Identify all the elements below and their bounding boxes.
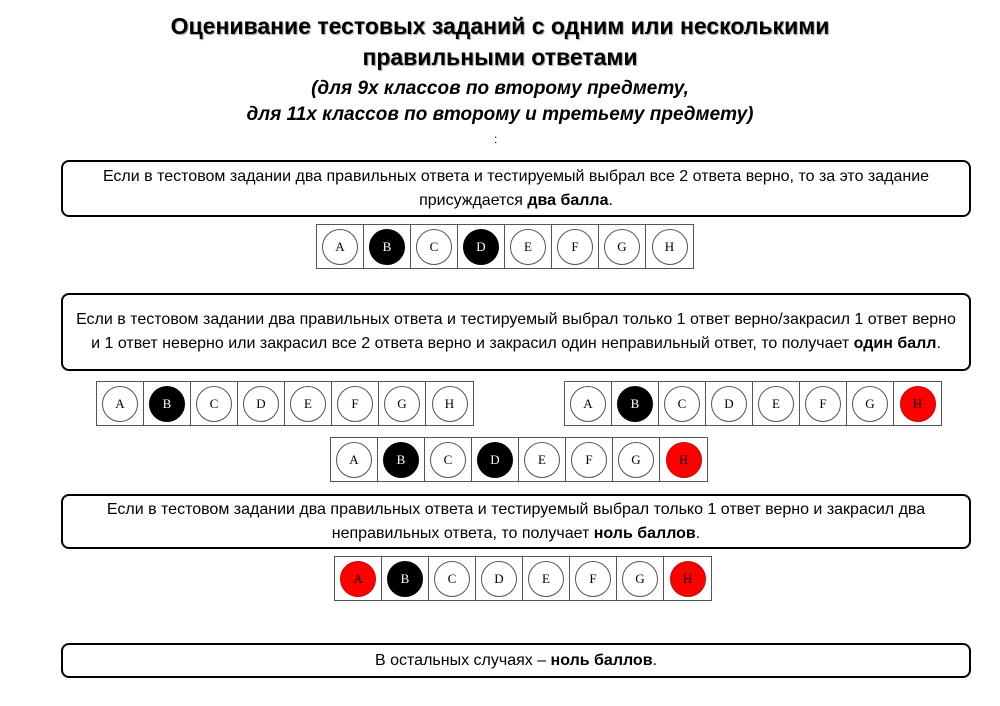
rule-tail: . [695,524,701,542]
answer-bubble-f-empty: F [575,561,611,597]
answer-bubble-c-empty: C [416,229,452,265]
rule-score: два балла [527,191,609,209]
answer-cell [476,557,523,600]
rule-text: В остальных случаях – [375,651,551,669]
answer-bubble-g-empty: G [384,386,420,422]
answer-cell [378,438,425,481]
answer-bubble-e-empty: E [528,561,564,597]
rule-tail: . [936,335,941,352]
answer-bubble-b-black: B [387,561,423,597]
answer-strip-two-correct [316,224,694,269]
answer-cell [646,225,693,268]
answer-bubble-c-empty: C [664,386,700,422]
answer-cell [566,438,613,481]
answer-bubble-b-black: B [383,442,419,478]
rule-text: Если в тестовом задании два правильных ответа и тестируемый выбрал все 2 ответа верно, то за это задание присуждается [102,167,930,209]
answer-bubble-h-red: H [670,561,706,597]
rule-score: один балл [853,335,937,352]
answer-bubble-c-empty: C [196,386,232,422]
answer-bubble-c-empty: C [430,442,466,478]
answer-strip-two-correct-one-wrong [330,437,708,482]
answer-cell [660,438,707,481]
page-subtitle-line1: (для 9х классов по второму предмету, [311,78,689,99]
rule-text: Если в тестовом задании два правильных ответа и тестируемый выбрал только 1 ответ верно/закрасил 1 ответ верно и 1 ответ неверно или закрасил все 2 ответа верно и закрасил один неправильный ответ, то получает [76,311,956,352]
answer-cell [335,557,382,600]
answer-bubble-h-red: H [666,442,702,478]
answer-bubble-g-empty: G [604,229,640,265]
answer-bubble-b-black: B [369,229,405,265]
answer-cell [800,382,847,425]
answer-bubble-e-empty: E [524,442,560,478]
answer-cell [612,382,659,425]
answer-cell [144,382,191,425]
answer-cell [847,382,894,425]
answer-bubble-a-red: A [340,561,376,597]
answer-bubble-d-black: D [477,442,513,478]
answer-bubble-e-empty: E [510,229,546,265]
answer-bubble-g-empty: G [622,561,658,597]
answer-bubble-b-black: B [617,386,653,422]
answer-cell [429,557,476,600]
page-title-line1: Оценивание тестовых заданий с одним или несколькими [170,13,830,39]
answer-cell [706,382,753,425]
answer-cell [382,557,429,600]
answer-cell [332,382,379,425]
answer-cell [599,225,646,268]
answer-strip-one-correct-one-wrong [564,381,942,426]
answer-cell [523,557,570,600]
answer-bubble-e-empty: E [290,386,326,422]
answer-bubble-f-empty: F [805,386,841,422]
rule-text: Если в тестовом задании два правильных ответа и тестируемый выбрал только 1 ответ верно и закрасил два неправильных ответа, то получает [106,500,926,542]
rule-two-points [61,160,971,217]
answer-bubble-h-empty: H [432,386,468,422]
answer-cell [519,438,566,481]
answer-bubble-a-empty: A [570,386,606,422]
answer-bubble-h-empty: H [652,229,688,265]
answer-bubble-a-empty: A [322,229,358,265]
answer-cell [505,225,552,268]
answer-bubble-d-empty: D [481,561,517,597]
answer-cell [426,382,473,425]
answer-cell [552,225,599,268]
rule-one-point [61,293,971,371]
page-subtitle-line2: для 11х классов по второму и третьему предмету) [246,104,754,125]
answer-cell [285,382,332,425]
answer-cell [570,557,617,600]
answer-bubble-b-black: B [149,386,185,422]
rule-tail: . [652,651,657,669]
rule-tail: . [608,191,613,209]
answer-cell [565,382,612,425]
answer-bubble-f-empty: F [337,386,373,422]
answer-bubble-a-empty: A [336,442,372,478]
rule-score: ноль баллов [550,651,653,669]
rule-zero-points [61,494,971,549]
page-title-line2: правильными ответами [362,44,638,70]
answer-cell [472,438,519,481]
rule-otherwise [61,643,971,678]
answer-cell [425,438,472,481]
answer-cell [664,557,711,600]
rule-score: ноль баллов [593,524,696,542]
answer-cell [458,225,505,268]
answer-cell [411,225,458,268]
separator-mark: : [494,132,498,146]
answer-cell [659,382,706,425]
answer-cell [613,438,660,481]
answer-bubble-d-black: D [463,229,499,265]
answer-bubble-f-empty: F [557,229,593,265]
answer-cell [364,225,411,268]
answer-cell [238,382,285,425]
answer-bubble-h-red: H [900,386,936,422]
answer-bubble-g-empty: G [852,386,888,422]
answer-bubble-a-empty: A [102,386,138,422]
answer-strip-one-correct [96,381,474,426]
answer-cell [617,557,664,600]
answer-cell [379,382,426,425]
answer-cell [753,382,800,425]
answer-cell [97,382,144,425]
answer-cell [317,225,364,268]
answer-bubble-f-empty: F [571,442,607,478]
answer-cell [191,382,238,425]
answer-cell [894,382,941,425]
answer-bubble-d-empty: D [711,386,747,422]
answer-strip-one-correct-two-wrong [334,556,712,601]
answer-cell [331,438,378,481]
answer-bubble-e-empty: E [758,386,794,422]
answer-bubble-d-empty: D [243,386,279,422]
answer-bubble-g-empty: G [618,442,654,478]
answer-bubble-c-empty: C [434,561,470,597]
